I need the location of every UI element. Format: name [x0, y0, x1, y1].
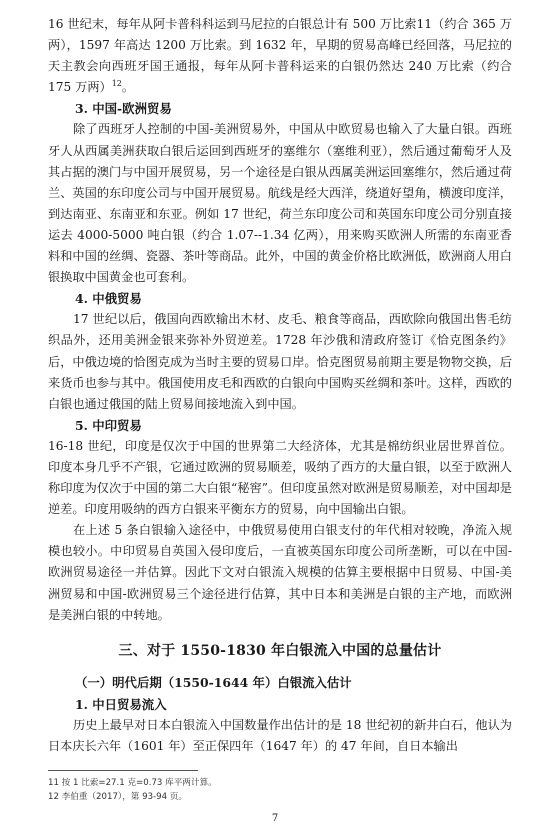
- page-number: 7: [271, 813, 279, 824]
- paragraph-manila-silver: 16 世纪末，每年从阿卡普科科运到马尼拉的白银总计有 500 万比索11（约合 365 万两），1597 年高达 1200 万比索。到 1632 年，早期的贸易高峰已经回落，马尼拉的天主教会向西班牙国王通报，每年从阿卡普科运来的白银仍然达 240 万比索（约合 175 万两）$^{12}$。: [48, 17, 512, 95]
- footnote-ref-12[interactable]: 12: [111, 79, 122, 89]
- heading-china-japan-trade: 1. 中日贸易流入: [75, 696, 167, 712]
- paragraph-china-japan-trade: 历史上最早对日本白银流入中国数量作出估计的是 18 世纪初的新井白石，他认为日本庆长六年（1601 年）至正保四年（1647 年）的 47 年间，自日本输出: [48, 717, 512, 753]
- subsection-title: （一）明代后期（1550-1644 年）白银流入估计: [75, 674, 352, 690]
- section-title: 三、对于 1550-1830 年白银流入中国的总量估计: [118, 642, 442, 659]
- footnote-12: 12 李伯重（2017），第 93-94 页。: [48, 792, 188, 802]
- paragraph-china-india-trade: 16-18 世纪，印度是仅次于中国的世界第二大经济体，尤其是棉纺织业居世界首位。印度本身几乎不产银，它通过欧洲的贸易顺差，吸纳了西方的大量白银，以至于欧洲人称印度为仅次于中国的第二大白银“秘窖”。但印度虽然对欧洲是贸易顺差，对中国却是逆差。印度用吸纳的西方白银来平衡东方的贸易，向中国输出白银。: [48, 438, 512, 517]
- paragraph-china-europe-trade: 除了西班牙人控制的中国-美洲贸易外，中国从中欧贸易也输入了大量白银。西班牙人从西属美洲获取白银后运回到西班牙的塞维尔（塞维利亚），然后通过葡萄牙人及其占据的澳门与中国开展贸易，另一个途径是白银从西属美洲运回塞维尔，然后通过荷兰、英国的东印度公司与中国开展贸易。航线是经大西洋，绕道好望角，横渡印度洋，到达南亚、东南亚和东亚。例如 17 世纪，荷兰东印度公司和英国东印度公司分别直接运去 4000-5000 吨白银（约合 1.07--1.34 亿两），用来购买欧洲人所需的东南亚香料和中国的丝绸、瓷器、茶叶等商品。此外，中国的黄金价格比欧洲低，欧洲商人用白银换取中国黄金也可套利。: [48, 122, 512, 285]
- paragraph-summary: 在上述 5 条白银输入途径中，中俄贸易使用白银支付的年代相对较晚，净流入规模也较小。中印贸易自英国入侵印度后，一直被英国东印度公司所垄断，可以在中国-欧洲贸易途径一并估算。因此下文对白银流入规模的估算主要根据中日贸易、中国-美洲贸易和中国-欧洲贸易三个途径进行估算，其中日本和美洲是白银的主产地，而欧洲是美洲白银的中转地。: [48, 523, 512, 622]
- footnote-11: 11 按 1 比索=27.1 克=0.73 库平两计算。: [48, 778, 217, 788]
- heading-china-europe-trade: 3. 中国-欧洲贸易: [75, 101, 172, 117]
- heading-china-india-trade: 5. 中印贸易: [75, 417, 142, 433]
- heading-china-russia-trade: 4. 中俄贸易: [75, 291, 142, 307]
- paragraph-china-russia-trade: 17 世纪以后，俄国向西欧输出木材、皮毛、粮食等商品，西欧除向俄国出售毛纺织品外，还用美洲金银来弥补外贸逆差。1728 年沙俄和清政府签订《恰克图条约》后，中俄边境的恰图克成为当时主要的贸易口岸。恰克图贸易前期主要是物物交换，后来货币也参与其中。俄国使用皮毛和西欧的白银向中国购买丝绸和茶叶。这样，西欧的白银也通过俄国的陆上贸易间接地流入到中国。: [48, 312, 512, 411]
- footnote-divider: [48, 770, 198, 771]
